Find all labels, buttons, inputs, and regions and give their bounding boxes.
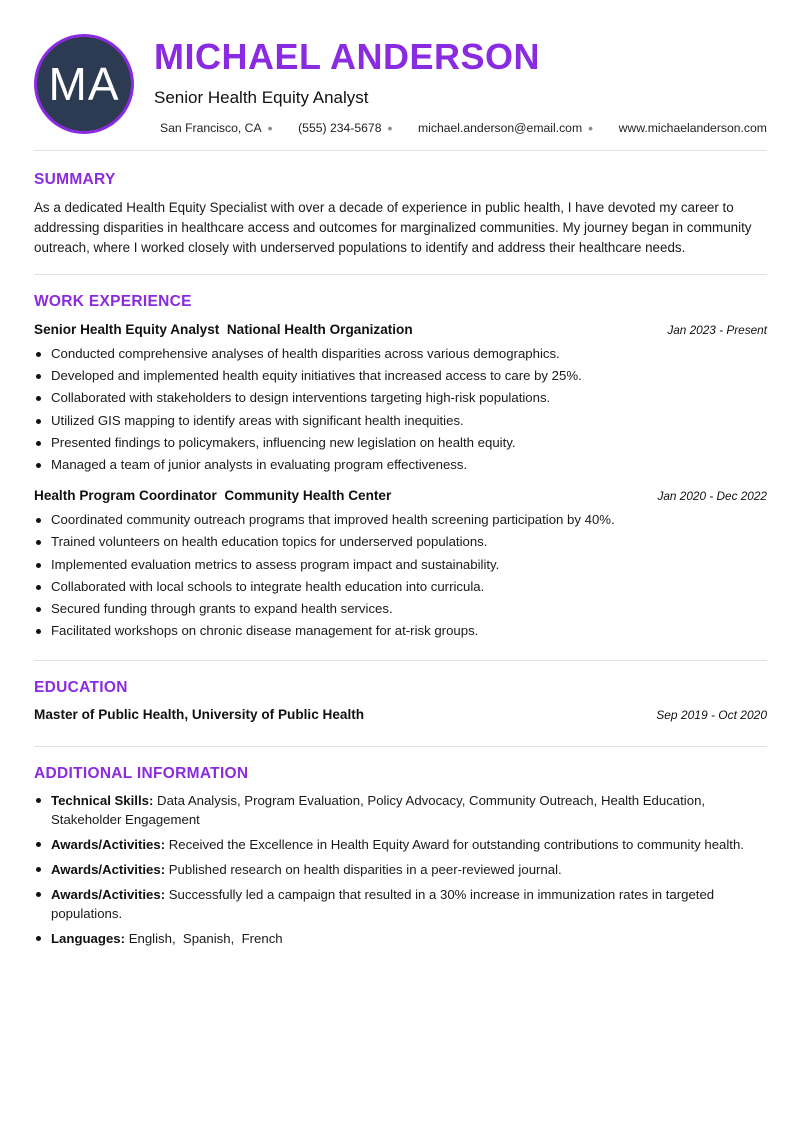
separator-dot: • [387,120,393,136]
candidate-title: Senior Health Equity Analyst [154,88,369,107]
additional-info-heading: ADDITIONAL INFORMATION [34,765,249,783]
summary-section [34,151,767,275]
info-label: Awards/Activities: [51,887,166,903]
contact-phone[interactable]: (555) 234-5678 • [298,120,393,136]
job-bullet: Developed and implemented health equity initiatives that increased access to care by 25%. [34,365,767,387]
job-header [34,322,767,337]
additional-info-section [34,747,767,948]
additional-info-list [34,791,767,948]
contact-website[interactable]: www.michaelanderson.com [618,121,767,135]
contact-bar [160,120,767,136]
job-bullet: Trained volunteers on health education topics for underserved populations. [34,531,767,553]
job-dates: Jan 2023 - Present [667,323,767,337]
info-text: Received the Excellence in Health Equity Award for outstanding contributions to community health. [168,837,744,853]
info-item [34,791,767,829]
job-bullet: Presented findings to policymakers, influencing new legislation on health equity. [34,432,767,454]
separator-dot: • [267,120,273,136]
info-label: Languages: [51,931,126,947]
job-bullet: Utilized GIS mapping to identify areas with significant health inequities. [34,410,767,432]
info-text: English, Spanish, French [128,931,283,947]
job-bullets [34,343,767,476]
info-item [34,860,767,879]
education-section [34,661,767,747]
job-bullet: Facilitated workshops on chronic disease management for at-risk groups. [34,620,767,642]
avatar [34,34,134,134]
info-item [34,885,767,923]
job-bullet: Conducted comprehensive analyses of health disparities across various demographics. [34,343,767,365]
job-dates: Jan 2020 - Dec 2022 [657,489,767,504]
info-label: Awards/Activities: [51,862,166,878]
candidate-name: MICHAEL ANDERSON [154,36,541,77]
job-bullet: Implemented evaluation metrics to assess program impact and sustainability. [34,554,767,576]
job-role: Health Program Coordinator Community Health Center [34,488,392,504]
info-label: Awards/Activities: [51,837,166,853]
job-entry [34,322,767,476]
job-header [34,488,767,503]
job-bullets [34,509,767,642]
education-entry [34,707,767,722]
job-entry [34,488,767,642]
work-experience-section [34,275,767,661]
education-degree: Master of Public Health, University of Public Health [34,707,365,723]
info-text: Successfully led a campaign that resulted in a 30% increase in immunization rates in targeted populations. [51,887,715,922]
info-item [34,929,767,948]
info-item [34,835,767,854]
resume-page [34,0,767,954]
avatar-initials: MA [48,58,120,110]
job-bullet: Collaborated with local schools to integrate health education into curricula. [34,576,767,598]
contact-email[interactable]: michael.anderson@email.com • [417,120,593,136]
job-bullet: Managed a team of junior analysts in evaluating program effectiveness. [34,454,767,476]
info-text: Published research on health disparities in a peer-reviewed journal. [168,862,562,878]
info-label: Technical Skills: [51,793,154,809]
job-bullet: Secured funding through grants to expand health services. [34,598,767,620]
resume-header [34,0,767,151]
info-text: Data Analysis, Program Evaluation, Policy Advocacy, Community Outreach, Health Education, Stakeholder Engagement [51,793,706,828]
work-experience-heading: WORK EXPERIENCE [34,293,192,310]
contact-location: San Francisco, CA • [160,120,273,136]
job-role: Senior Health Equity Analyst National Health Organization [34,322,413,337]
separator-dot: • [588,120,593,136]
summary-heading: SUMMARY [34,171,116,188]
education-heading: EDUCATION [34,679,128,697]
job-bullet: Collaborated with stakeholders to design interventions targeting high-risk populations. [34,387,767,409]
job-bullet: Coordinated community outreach programs that improved health screening participation by 40%. [34,509,767,531]
summary-text: As a dedicated Health Equity Specialist with over a decade of experience in public health, I have devoted my career to addressing disparities in healthcare access and outcomes for marginalized communities. My journey began in community outreach, where I worked closely with underserved populations to identify and address their healthcare needs. [34,200,752,255]
education-dates: Sep 2019 - Oct 2020 [656,708,767,723]
